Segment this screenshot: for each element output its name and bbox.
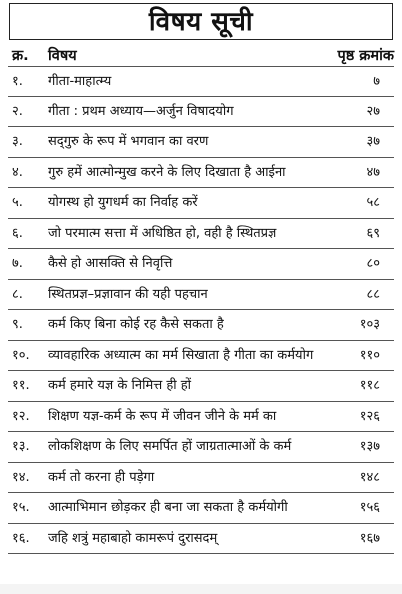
contents-list <box>8 66 394 554</box>
contents-entry <box>8 310 394 341</box>
entry-title: कैसे हो आसक्ति से निवृत्ति <box>48 256 173 271</box>
entry-title: जहि शत्रुं महाबाहो कामरूपं दुरासदम्‌ <box>48 530 218 546</box>
header-serial-number: क्र. <box>12 48 29 64</box>
contents-entry <box>8 188 394 219</box>
entry-title: लोकशिक्षण के लिए समर्पित हों जाग्रतात्माओं के कर्म <box>48 439 292 454</box>
entry-page-number: १४८ <box>359 469 380 485</box>
entry-title: शिक्षण यज्ञ-कर्म के रूप में जीवन जीने के मर्म का <box>48 408 277 424</box>
entry-number: ३. <box>12 134 23 149</box>
entry-number: १२. <box>12 408 30 424</box>
entry-number: १३. <box>12 439 30 454</box>
entry-page-number: ११८ <box>359 378 380 393</box>
entry-page-number: १०३ <box>359 317 380 332</box>
contents-entry <box>8 463 394 494</box>
title-box <box>9 3 393 40</box>
page-bottom-edge <box>0 584 402 594</box>
entry-number: ५. <box>12 195 23 210</box>
entry-number: १४. <box>12 469 30 485</box>
entry-number: १. <box>12 74 23 89</box>
entry-number: ११. <box>12 378 30 393</box>
entry-title: स्थितप्रज्ञ–प्रज्ञावान की यही पहचान <box>48 286 208 302</box>
contents-entry <box>8 432 394 463</box>
entry-title: योगस्थ हो युगधर्म का निर्वाह करें <box>48 195 198 210</box>
entry-number: ९. <box>12 317 23 332</box>
entry-number: ८. <box>12 286 23 302</box>
contents-entry <box>8 402 394 433</box>
entry-title: गुरु हमें आत्मोन्मुख करने के लिए दिखाता है आईना <box>48 164 286 180</box>
contents-entry <box>8 371 394 402</box>
contents-entry <box>8 219 394 250</box>
entry-page-number: ८८ <box>366 286 380 302</box>
entry-title: सद्‌गुरु के रूप में भगवान का वरण <box>48 134 209 149</box>
contents-entry <box>8 524 394 555</box>
entry-title: आत्माभिमान छोड़कर ही बना जा सकता है कर्मयोगी <box>48 500 288 515</box>
contents-entry <box>8 66 394 97</box>
entry-page-number: ४७ <box>366 164 380 180</box>
entry-title: व्यावहारिक अध्यात्म का मर्म सिखाता है गीता का कर्मयोग <box>48 347 314 363</box>
entry-page-number: ७ <box>373 74 380 89</box>
entry-page-number: १६७ <box>359 530 380 546</box>
entry-number: ७. <box>12 256 23 271</box>
entry-title: जो परमात्म सत्ता में अधिष्ठित हो, वही है स्थितप्रज्ञ <box>48 225 277 241</box>
entry-number: १५. <box>12 500 30 515</box>
entry-page-number: ५८ <box>366 195 380 210</box>
contents-entry <box>8 280 394 311</box>
contents-entry <box>8 341 394 372</box>
entry-title: कर्म किए बिना कोई रह कैसे सकता है <box>48 317 224 332</box>
entry-title: कर्म हमारे यज्ञ के निमित्त ही हों <box>48 378 192 393</box>
entry-page-number: ११० <box>359 347 380 363</box>
entry-number: १६. <box>12 530 30 546</box>
page-title: विषय सूची <box>148 7 254 37</box>
entry-page-number: ८० <box>366 256 380 271</box>
entry-page-number: १२६ <box>359 408 380 424</box>
entry-number: १०. <box>12 347 30 363</box>
entry-page-number: ३७ <box>366 134 380 149</box>
entry-page-number: १५६ <box>359 500 380 515</box>
contents-entry <box>8 158 394 189</box>
column-header-row <box>10 45 394 67</box>
entry-page-number: १३७ <box>359 439 380 454</box>
entry-page-number: २७ <box>366 103 380 119</box>
header-subject: विषय <box>48 48 77 64</box>
contents-entry <box>8 249 394 280</box>
header-page-number: पृष्ठ क्रमांक <box>337 48 394 64</box>
entry-title: गीता-माहात्म्य <box>48 74 112 89</box>
entry-number: २. <box>12 103 23 119</box>
entry-number: ४. <box>12 164 23 180</box>
entry-number: ६. <box>12 225 23 241</box>
contents-entry <box>8 97 394 128</box>
contents-entry <box>8 493 394 524</box>
entry-title: कर्म तो करना ही पड़ेगा <box>48 469 155 485</box>
contents-entry <box>8 127 394 158</box>
entry-page-number: ६९ <box>366 225 380 241</box>
entry-title: गीता : प्रथम अध्याय—अर्जुन विषादयोग <box>48 103 234 119</box>
